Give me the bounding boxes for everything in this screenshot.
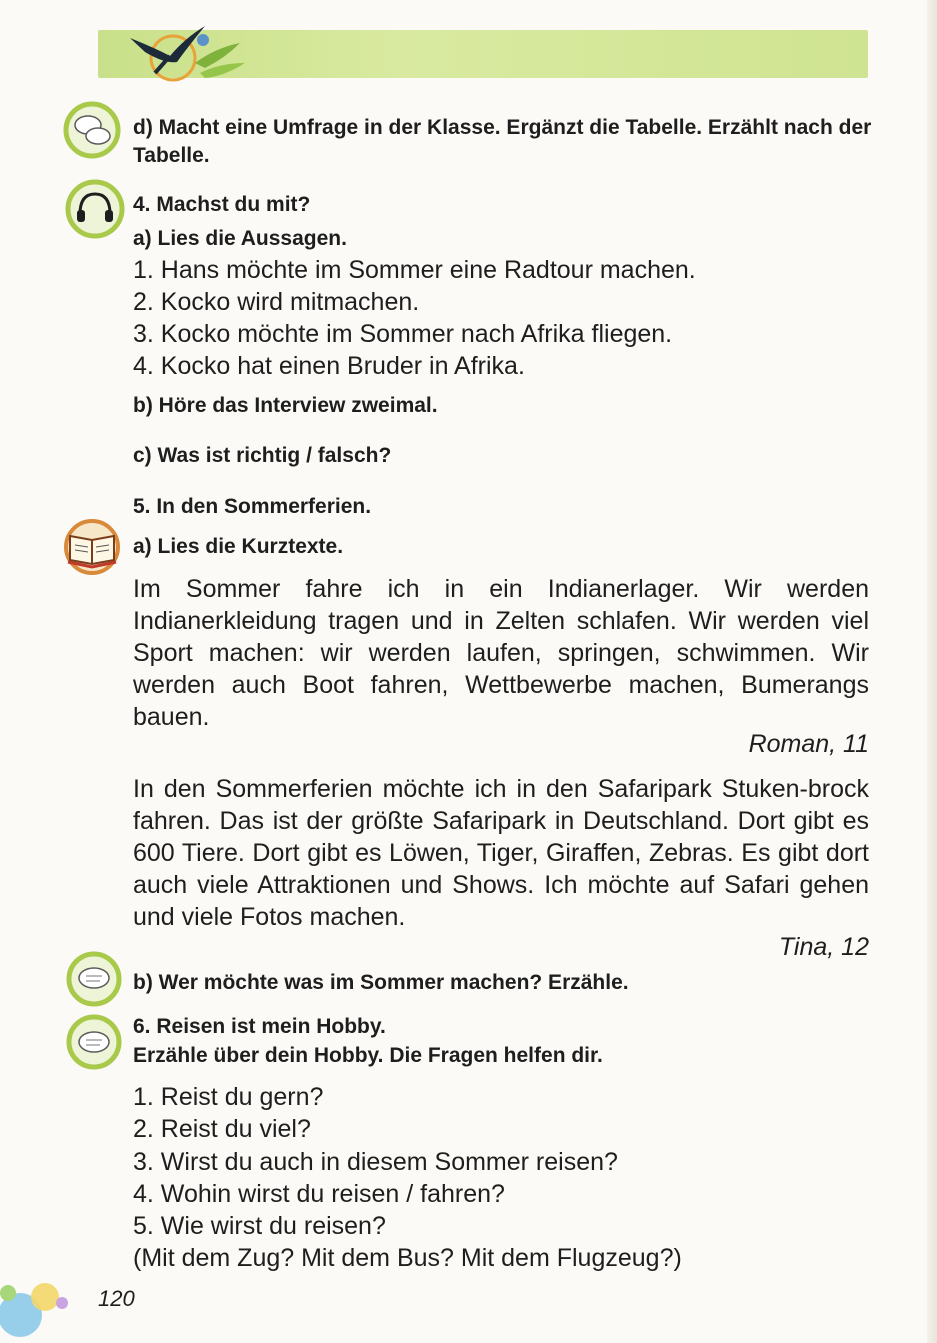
text-roman: Im Sommer fahre ich in ein Indianerlager. Wir werden Indianerkleidung tragen und in Zelten schlafen. Wir werden viel Sport machen: wir werden laufen, springen, schwimmen. Wir werden auch Boot fahren, Wettbewerbe machen, Bumerangs bauen. bbox=[133, 575, 869, 731]
exercise-4b: b) Höre das Interview zweimal. bbox=[133, 394, 438, 417]
question-5-options: (Mit dem Zug? Mit dem Bus? Mit dem Flugzeug?) bbox=[133, 1244, 682, 1272]
question-4: 4. Wohin wirst du reisen / fahren? bbox=[133, 1180, 505, 1208]
statement-3: 3. Kocko möchte im Sommer nach Afrika fliegen. bbox=[133, 320, 673, 348]
speech-bubbles-icon bbox=[62, 100, 122, 160]
exercise-6-subtitle: Erzähle über dein Hobby. Die Fragen helfen dir. bbox=[133, 1044, 603, 1067]
author-roman: Roman, 11 bbox=[748, 730, 869, 758]
exercise-4c: c) Was ist richtig / falsch? bbox=[133, 444, 392, 467]
exercise-5-title: 5. In den Sommerferien. bbox=[133, 495, 372, 518]
page-edge bbox=[927, 0, 937, 1343]
exercise-6-title: 6. Reisen ist mein Hobby. bbox=[133, 1015, 386, 1038]
swallow-icon bbox=[125, 18, 255, 88]
page-number: 120 bbox=[98, 1286, 135, 1311]
exercise-5b: b) Wer möchte was im Sommer machen? Erzähle. bbox=[133, 971, 629, 994]
headphones-icon bbox=[64, 178, 126, 240]
speech-bubbles-icon bbox=[64, 950, 124, 1008]
author-tina: Tina, 12 bbox=[778, 933, 869, 961]
exercise-4a: a) Lies die Aussagen. bbox=[133, 227, 347, 250]
exercise-d-text: d) Macht eine Umfrage in der Klasse. Ergänzt die Tabelle. Erzählt nach der Tabelle. bbox=[133, 116, 872, 167]
speech-bubbles-icon bbox=[64, 1012, 124, 1072]
text-tina: In den Sommerferien möchte ich in den Safaripark Stuken-brock fahren. Das ist der größte Safaripark in Deutschland. Dort gibt es 600 Tiere. Dort gibt es Löwen, Tiger, Giraffen, Zebras. Es gibt dort auch viele Attraktionen und Shows. Ich möchte auf Safari gehen und viele Fotos machen. bbox=[133, 775, 869, 931]
question-3: 3. Wirst du auch in diesem Sommer reisen? bbox=[133, 1148, 618, 1176]
exercise-4-title: 4. Machst du mit? bbox=[133, 193, 311, 216]
statement-4: 4. Kocko hat einen Bruder in Afrika. bbox=[133, 352, 525, 380]
question-5: 5. Wie wirst du reisen? bbox=[133, 1212, 386, 1240]
question-1: 1. Reist du gern? bbox=[133, 1083, 324, 1111]
statement-1: 1. Hans möchte im Sommer eine Radtour machen. bbox=[133, 256, 696, 284]
decorative-corner-icon bbox=[0, 1275, 80, 1343]
exercise-5a: a) Lies die Kurztexte. bbox=[133, 535, 344, 558]
statement-2: 2. Kocko wird mitmachen. bbox=[133, 288, 420, 316]
question-2: 2. Reist du viel? bbox=[133, 1115, 311, 1143]
book-icon bbox=[62, 518, 122, 576]
